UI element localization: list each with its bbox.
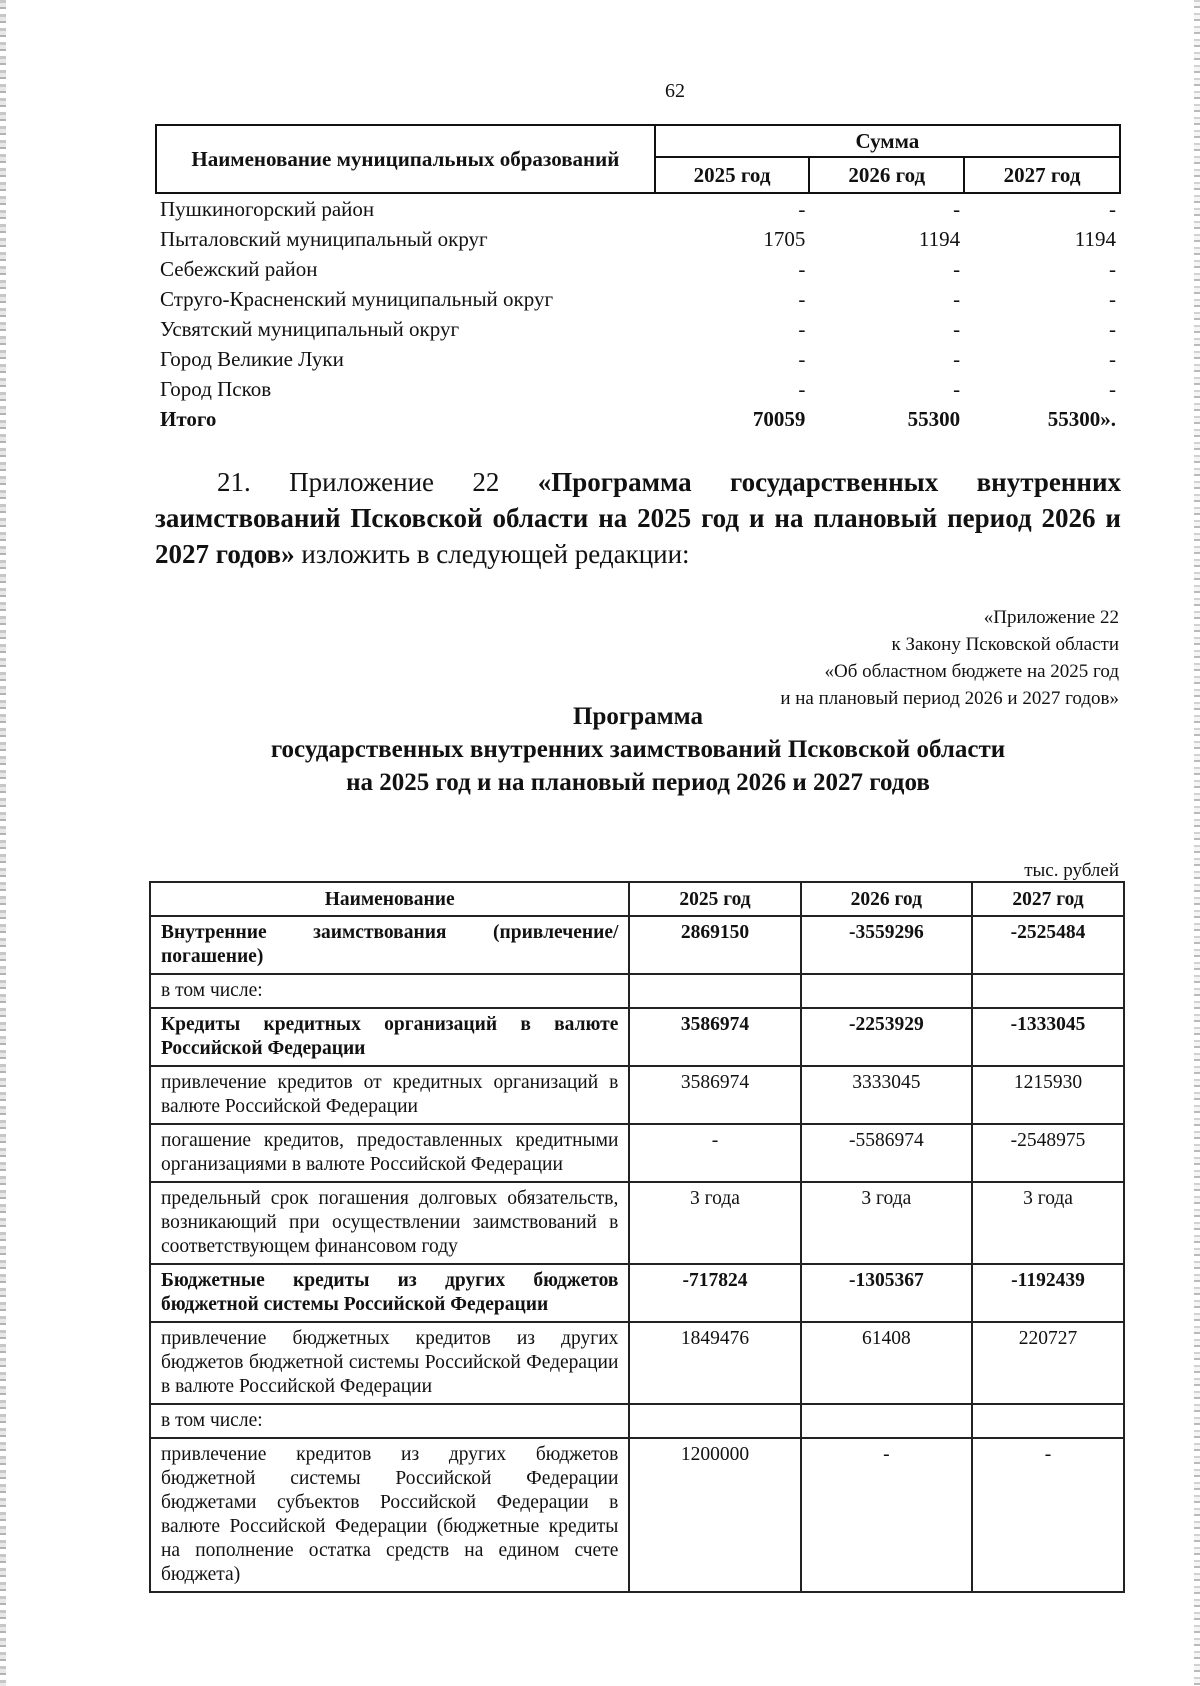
row-name: погашение кредитов, предоставленных кредитными организациями в валюте Российской Федерации [150, 1124, 629, 1182]
row-name: Город Псков [160, 377, 272, 401]
amendment-paragraph [155, 464, 1121, 572]
table-row [156, 314, 1120, 344]
table-row [150, 1066, 1124, 1124]
paragraph-tail: изложить в следующей редакции: [301, 539, 690, 569]
value-2025: - [798, 197, 806, 221]
value-2027: 220727 [972, 1322, 1124, 1404]
appendix-line: к Закону Псковской области [891, 634, 1119, 655]
value-2027: - [972, 1438, 1124, 1592]
value-2025: - [798, 317, 806, 341]
value-2027: - [1109, 347, 1116, 371]
table-row [150, 1322, 1124, 1404]
value-2027 [972, 1404, 1124, 1438]
value-2025 [629, 1404, 800, 1438]
table-row [150, 1008, 1124, 1066]
value-2027: - [1109, 287, 1116, 311]
value-2025: 1200000 [629, 1438, 800, 1592]
value-2026: - [953, 257, 961, 281]
value-2027: -2525484 [972, 916, 1124, 974]
row-name: Внутренние заимствования (привлечение/погашение) [150, 916, 629, 974]
table-row [156, 284, 1120, 314]
table-row [150, 1404, 1124, 1438]
row-name: Струго-Красненский муниципальный округ [160, 287, 554, 311]
value-2025: - [798, 347, 806, 371]
table-row [150, 974, 1124, 1008]
value-2027: - [1109, 377, 1116, 401]
borrowing-program-table [149, 881, 1125, 1593]
header-year-2027: 2027 год [964, 157, 1120, 193]
row-name: Кредиты кредитных организаций в валюте Российской Федерации [150, 1008, 629, 1066]
header-2026: 2026 год [801, 882, 972, 916]
header-2027: 2027 год [972, 882, 1124, 916]
value-2026: 1194 [918, 227, 961, 251]
scan-edge-right [1194, 0, 1200, 1686]
value-2026 [801, 1404, 972, 1438]
table-row [156, 344, 1120, 374]
paragraph-bold-title: «Программа государственных внутренних заимствований Псковской области на 2025 год и на плановый период 2026 и 2027 годов» [155, 467, 1121, 569]
value-2027: -1333045 [972, 1008, 1124, 1066]
value-2026: -5586974 [801, 1124, 972, 1182]
value-2027: 1194 [1074, 227, 1116, 251]
row-name: Себежский район [160, 257, 318, 281]
value-2025: -717824 [629, 1264, 800, 1322]
value-2026: - [953, 377, 961, 401]
value-2025 [629, 974, 800, 1008]
total-2027: 55300». [1047, 407, 1116, 431]
paragraph-number: 21. Приложение 22 [217, 467, 500, 497]
total-label: Итого [160, 407, 217, 431]
title-line: Программа [573, 703, 703, 730]
value-2026: - [801, 1438, 972, 1592]
total-row [156, 404, 1120, 434]
value-2027: 3 года [972, 1182, 1124, 1264]
table-row [150, 1182, 1124, 1264]
value-2026: 61408 [801, 1322, 972, 1404]
row-name: Пыталовский муниципальный округ [160, 227, 488, 251]
value-2026: - [953, 287, 961, 311]
header-name: Наименование муниципальных образований [156, 125, 655, 193]
value-2025: 3586974 [629, 1066, 800, 1124]
header-2025: 2025 год [629, 882, 800, 916]
header-name: Наименование [150, 882, 629, 916]
value-2025: 1849476 [629, 1322, 800, 1404]
header-year-2025: 2025 год [655, 157, 810, 193]
title-line: государственных внутренних заимствований Псковской области [270, 736, 1006, 763]
row-name: Бюджетные кредиты из других бюджетов бюджетной системы Российской Федерации [150, 1264, 629, 1322]
value-2027: -1192439 [972, 1264, 1124, 1322]
value-2025: - [798, 377, 806, 401]
value-2026: 3 года [801, 1182, 972, 1264]
row-name: привлечение кредитов из других бюджетов бюджетной системы Российской Федерации бюджетами субъектов Российской Федерации в валюте Российской Федерации (бюджетные кредиты на пополнение остатка средств на едином счете бюджета) [150, 1438, 629, 1592]
value-2025: 3586974 [629, 1008, 800, 1066]
table-row [150, 1124, 1124, 1182]
value-2025: - [798, 257, 806, 281]
value-2026: 3333045 [801, 1066, 972, 1124]
scan-edge-left [0, 0, 6, 1686]
table-row [150, 1438, 1124, 1592]
row-name: в том числе: [150, 974, 629, 1008]
row-name: Город Великие Луки [160, 347, 344, 371]
value-2026 [801, 974, 972, 1008]
value-2026: - [953, 317, 961, 341]
appendix-line: «Об областном бюджете на 2025 год [824, 661, 1119, 682]
value-2026: -2253929 [801, 1008, 972, 1066]
header-year-2026: 2026 год [809, 157, 964, 193]
row-name: Усвятский муниципальный округ [160, 317, 460, 341]
row-name: предельный срок погашения долговых обязательств, возникающий при осуществлении заимствований в соответствующем финансовом году [150, 1182, 629, 1264]
value-2025: 3 года [629, 1182, 800, 1264]
appendix-reference [780, 604, 1119, 712]
table-row [156, 193, 1120, 224]
header-sum: Сумма [655, 125, 1120, 157]
value-2026: -3559296 [801, 916, 972, 974]
appendix-line: «Приложение 22 [983, 607, 1119, 628]
value-2025: - [629, 1124, 800, 1182]
value-2025: - [798, 287, 806, 311]
table-row [156, 224, 1120, 254]
total-2026: 55300 [907, 407, 961, 431]
value-2026: - [953, 347, 961, 371]
value-2026: - [953, 197, 961, 221]
table-row [150, 916, 1124, 974]
value-2025: 1705 [763, 227, 806, 251]
municipal-sum-table [155, 124, 1121, 434]
value-2027: 1215930 [972, 1066, 1124, 1124]
value-2027: -2548975 [972, 1124, 1124, 1182]
page-number: 62 [665, 80, 685, 102]
table-row [156, 374, 1120, 404]
value-2025: 2869150 [629, 916, 800, 974]
value-2027: - [1109, 197, 1116, 221]
document-title [155, 700, 1121, 799]
value-2027: - [1109, 257, 1116, 281]
table-row [150, 1264, 1124, 1322]
table-row [156, 254, 1120, 284]
title-line: на 2025 год и на плановый период 2026 и 2027 годов [346, 769, 930, 796]
row-name: Пушкиногорский район [160, 197, 375, 221]
value-2027: - [1109, 317, 1116, 341]
value-2026: -1305367 [801, 1264, 972, 1322]
row-name: в том числе: [150, 1404, 629, 1438]
appendix-line: и на плановый период 2026 и 2027 годов» [780, 688, 1119, 709]
row-name: привлечение кредитов от кредитных организаций в валюте Российской Федерации [150, 1066, 629, 1124]
row-name: привлечение бюджетных кредитов из других бюджетов бюджетной системы Российской Федерации в валюте Российской Федерации [150, 1322, 629, 1404]
total-2025: 70059 [752, 407, 806, 431]
units-label: тыс. рублей [1024, 860, 1119, 881]
value-2027 [972, 974, 1124, 1008]
